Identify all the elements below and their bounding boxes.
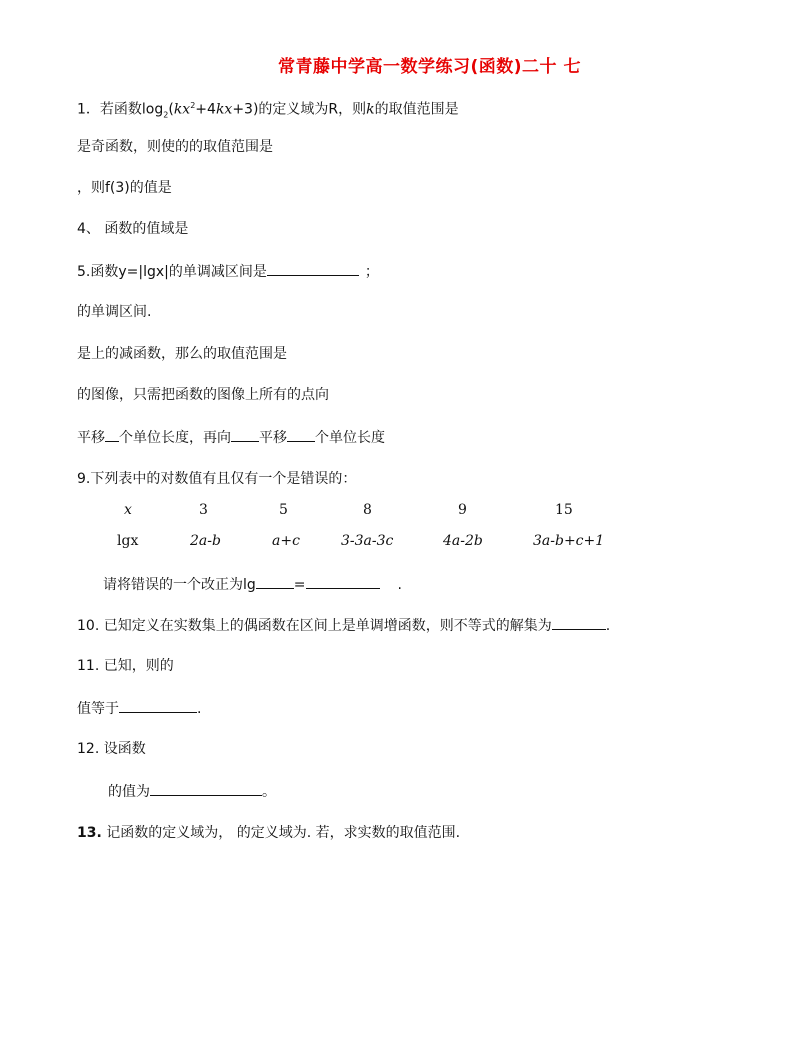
q8-blank-2[interactable] [231, 427, 259, 442]
q1-tail: +3)的定义域为R，则 [232, 101, 367, 118]
q9-x-header: x [124, 502, 132, 518]
question-6: 的单调区间. [77, 304, 152, 320]
q12-end: 。 [262, 784, 276, 800]
q8-t3: 平移 [259, 430, 287, 446]
q10-answer-blank[interactable] [552, 615, 606, 630]
q1-x2: x [224, 101, 233, 118]
q9-lg-cell: 3-3a-3c [341, 533, 394, 549]
q11-text: 值等于 [77, 701, 119, 717]
q9-lg-cell: 2a-b [190, 533, 221, 549]
q9-correction [103, 574, 402, 595]
q9-x-cell: 8 [363, 502, 372, 518]
q5-answer-blank[interactable] [267, 261, 359, 276]
question-8-line-1: 的图像，只需把函数的图像上所有的点向 [77, 387, 329, 403]
q8-blank-1[interactable] [105, 427, 119, 442]
q12-answer-blank[interactable] [150, 781, 262, 796]
q9-x-cell: 9 [458, 502, 467, 518]
q9-fix-end: . [397, 577, 402, 593]
q9-fix-eq: = [293, 577, 306, 593]
question-8-line-2 [77, 427, 385, 448]
q1-log-base: 2 [163, 110, 169, 120]
q1-plus4: +4 [195, 101, 216, 118]
q8-blank-3[interactable] [287, 427, 315, 442]
q1-x1: x [182, 101, 191, 118]
q9-lg-header: lgx [117, 533, 139, 549]
question-12-line-2 [108, 781, 276, 802]
question-4: 4、 函数的值域是 [77, 221, 189, 237]
q11-answer-blank[interactable] [119, 698, 197, 713]
q5-end: ； [364, 264, 379, 280]
q13-number: 13. [77, 825, 102, 841]
question-7: 是上的减函数，那么的取值范围是 [77, 346, 287, 362]
q9-x-cell: 5 [279, 502, 288, 518]
q9-blank-arg[interactable] [256, 574, 294, 589]
q1-k1: k [173, 101, 183, 118]
q1-k2: k [215, 101, 225, 118]
question-9: 9.下列表中的对数值有且仅有一个是错误的： [77, 471, 357, 487]
question-10 [77, 615, 610, 636]
q8-t2: 个单位长度，再向 [119, 430, 231, 446]
page-title: 常青藤中学高一数学练习(函数)二十 七 [278, 57, 581, 77]
q9-x-cell: 3 [199, 502, 208, 518]
question-2: 是奇函数，则使的的取值范围是 [77, 139, 273, 155]
q10-end: . [605, 618, 611, 634]
question-3: ，则f(3)的值是 [77, 180, 172, 196]
q5-text: 5.函数y=|lgx|的单调减区间是 [77, 264, 267, 280]
question-11-line-1: 11. 已知，则的 [77, 658, 174, 674]
q9-lg-cell: 4a-2b [443, 533, 483, 549]
question-13 [77, 823, 460, 843]
q9-fix-prefix: 请将错误的一个改正为lg [103, 577, 256, 593]
q8-t4: 个单位长度 [315, 430, 385, 446]
q13-text: 记函数的定义域为， 的定义域为. 若，求实数的取值范围. [101, 825, 461, 841]
q9-x-cell: 15 [555, 502, 573, 518]
question-5 [77, 261, 379, 282]
q11-end: . [197, 701, 202, 717]
q1-prefix: 1．若函数log [77, 101, 164, 118]
q9-table-row-x [0, 502, 794, 522]
q1-exponent: 2 [190, 101, 196, 110]
q9-blank-value[interactable] [306, 574, 380, 589]
q9-lg-cell: 3a-b+c+1 [533, 533, 605, 549]
q1-k3: k [366, 101, 375, 118]
q1-paren: ( [168, 101, 174, 118]
q1-end: 的取值范围是 [374, 101, 459, 118]
q8-t1: 平移 [77, 430, 105, 446]
question-1 [77, 96, 459, 125]
q12-text: 的值为 [108, 784, 150, 800]
question-11-line-2 [77, 698, 201, 719]
q10-text: 10. 已知定义在实数集上的偶函数在区间上是单调增函数，则不等式的解集为 [77, 618, 552, 634]
q9-lg-cell: a+c [272, 533, 300, 549]
q9-table-row-lg [0, 533, 794, 553]
question-12-line-1: 12. 设函数 [77, 741, 146, 757]
